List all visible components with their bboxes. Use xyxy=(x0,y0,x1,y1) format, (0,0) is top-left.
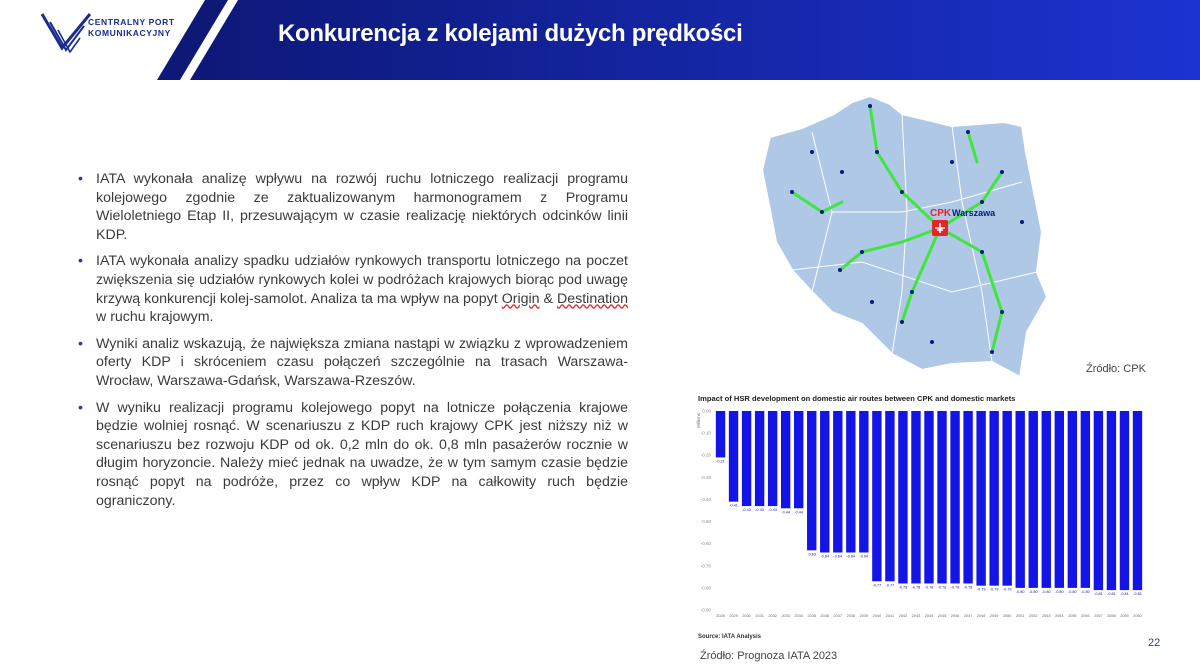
x-tick-label: 2031 xyxy=(755,614,764,618)
map-source-note: Źródło: CPK xyxy=(1086,363,1146,375)
data-label: -0.78 xyxy=(937,585,947,590)
bullet-text-origin: Origin xyxy=(501,290,540,307)
x-tick-label: 2051 xyxy=(1015,614,1025,618)
bar xyxy=(1042,411,1051,588)
data-label: -0.21 xyxy=(716,459,725,464)
x-tick-label: 2047 xyxy=(963,614,973,618)
data-label: -0.81 xyxy=(1107,592,1116,597)
data-label: -0.41 xyxy=(729,503,738,508)
chart-ylabel: Millions xyxy=(696,412,701,428)
bar xyxy=(859,411,868,553)
x-tick-label: 2049 xyxy=(989,614,999,618)
x-tick-label: 2032 xyxy=(768,614,777,618)
data-label: -0.80 xyxy=(1054,589,1064,594)
data-label: -0.78 xyxy=(963,585,973,590)
bar xyxy=(781,411,790,508)
data-label: -0.64 xyxy=(846,554,856,559)
bar xyxy=(794,411,803,508)
x-tick-label: 2042 xyxy=(898,614,908,618)
bar xyxy=(742,411,751,506)
x-tick-label: 2046 xyxy=(950,614,960,618)
bar xyxy=(729,411,738,502)
x-tick-label: 2035 xyxy=(807,614,816,618)
bullet-item: • IATA wykonała analizę wpływu na rozwój ruchu lotniczego realizacji programu kolejowego zgodnie ze zaktualizowanym harmonogramem z Programu Wieloletniego Etap II, przesuwającym w czasie realizację niektórych odcinków linii KDP. xyxy=(78,170,628,244)
y-tick-label: -0.90 xyxy=(700,607,711,613)
x-tick-label: 2054 xyxy=(1055,614,1064,618)
map-cpk-label: CPK xyxy=(930,208,952,219)
bar xyxy=(833,411,842,553)
bar xyxy=(1016,411,1025,588)
x-tick-label: 2055 xyxy=(1068,614,1077,618)
x-tick-label: 2056 xyxy=(1081,614,1090,618)
data-label: -0.80 xyxy=(1041,589,1051,594)
cpk-airport-icon xyxy=(932,220,948,236)
bar xyxy=(924,411,933,583)
bar xyxy=(937,411,946,583)
bar xyxy=(807,411,816,550)
data-label: -0.80 xyxy=(1028,589,1038,594)
bullet-text: & xyxy=(539,290,557,307)
y-tick-label: -0.80 xyxy=(700,585,711,591)
page-number: 22 xyxy=(1148,637,1161,649)
logo-line-2: KOMUNIKACYJNY xyxy=(88,28,171,38)
bar xyxy=(898,411,907,583)
data-label: -0.43 xyxy=(768,508,777,513)
bar xyxy=(1120,411,1129,590)
data-label: -0.79 xyxy=(989,587,999,592)
bar xyxy=(1002,411,1011,586)
x-tick-label: 2058 xyxy=(1107,614,1116,618)
bar xyxy=(872,411,881,581)
y-tick-label: -0.50 xyxy=(700,519,711,525)
data-label: -0.81 xyxy=(1133,592,1142,597)
bullet-item xyxy=(78,252,628,326)
logo-text xyxy=(88,17,175,39)
y-tick-label: -0.40 xyxy=(700,496,711,502)
x-tick-label: 2034 xyxy=(794,614,803,618)
bullet-text: IATA wykonała analizy spadku udziałów rynkowych transportu lotniczego na poczet zwiększenia się udziałów rynkowych kolei w podróżach krajowych biorąc pod uwagę krzywą konkurencji kolej-samolot. Analiza ta ma wpływ na popyt xyxy=(96,253,628,307)
data-label: -0.77 xyxy=(885,583,895,588)
bullet-item: • W wyniku realizacji programu kolejowego popyt na lotnicze połączenia krajowe będzie wolniej rosnąć. W scenariuszu z KDP ruch krajowy CPK jest niższy niż w scenariuszu bez rozwoju KDP od ok. 0,2 mln do ok. 0,8 mln pasażerów rocznie w długim horyzoncie. Należy mieć jednak na uwadze, że w tym samym czasie będzie rosnąć popyt na podróże, przez co wpływ KDP na całkowity ruch będzie ograniczony. xyxy=(78,399,628,511)
page-title: Konkurencja z kolejami dużych prędkości xyxy=(278,20,743,47)
data-label: -0.64 xyxy=(859,554,869,559)
data-label: -0.81 xyxy=(1120,592,1129,597)
bar xyxy=(820,411,829,553)
bar xyxy=(755,411,764,506)
bullet-item: • Wyniki analiz wskazują, że największa zmiana nastąpi w związku z wprowadzeniem oferty KDP i skróceniem czasu połączeń szczególnie na trasach Warszawa-Wrocław, Warszawa-Gdańsk, Warszawa-Rzeszów. xyxy=(78,335,628,391)
y-tick-label: -0.70 xyxy=(700,563,711,569)
x-tick-label: 2043 xyxy=(911,614,921,618)
bullet-text: w ruchu krajowym. xyxy=(96,309,214,326)
bullet-list xyxy=(78,170,628,518)
x-tick-label: 2030 xyxy=(742,614,751,618)
bar xyxy=(989,411,998,586)
poland-rail-map xyxy=(752,92,1052,382)
hsr-impact-bar-chart xyxy=(692,386,1152,656)
bar xyxy=(950,411,959,583)
x-tick-label: 2048 xyxy=(976,614,986,618)
data-label: -0.44 xyxy=(794,510,804,515)
data-label: -0.80 xyxy=(1068,589,1077,594)
chart-title: Impact of HSR development on domestic air routes between CPK and domestic markets xyxy=(698,394,1016,403)
bar xyxy=(1133,411,1142,590)
data-label: -0.43 xyxy=(742,508,751,513)
x-tick-label: 2029 xyxy=(729,614,738,618)
bar xyxy=(1107,411,1116,590)
x-tick-label: 2057 xyxy=(1094,614,1103,618)
chart-source: Źródło: Prognoza IATA 2023 xyxy=(700,650,838,662)
data-label: -0.78 xyxy=(924,585,934,590)
bar xyxy=(768,411,777,506)
y-tick-label: -0.30 xyxy=(700,474,711,480)
bar xyxy=(716,411,725,457)
data-label: -0.78 xyxy=(950,585,960,590)
logo-line-1: CENTRALNY PORT xyxy=(88,17,175,27)
bar xyxy=(1068,411,1077,588)
x-tick-label: 2060 xyxy=(1133,614,1142,618)
x-tick-label: 2037 xyxy=(833,614,843,618)
x-tick-label: 2039 xyxy=(859,614,869,618)
bar xyxy=(976,411,985,586)
x-tick-label: 2040 xyxy=(872,614,882,618)
bar xyxy=(885,411,894,581)
bar xyxy=(1094,411,1103,590)
x-tick-label: 2036 xyxy=(820,614,829,618)
data-label: -0.80 xyxy=(1081,589,1090,594)
data-label: -0.79 xyxy=(976,587,986,592)
y-tick-label: 0.00 xyxy=(702,408,711,414)
x-tick-label: 2041 xyxy=(885,614,895,618)
chart-source-note: Source: IATA Analysis xyxy=(698,634,762,640)
data-label: -0.79 xyxy=(1002,587,1012,592)
x-tick-label: 2050 xyxy=(1002,614,1012,618)
data-label: -0.78 xyxy=(898,585,908,590)
bar xyxy=(846,411,855,553)
data-label: -0.43 xyxy=(755,508,764,513)
bar xyxy=(963,411,972,583)
x-tick-label: 2044 xyxy=(924,614,934,618)
data-label: -0.63 xyxy=(807,552,817,557)
data-label: -0.64 xyxy=(820,554,830,559)
x-tick-label: 2053 xyxy=(1042,614,1051,618)
x-tick-label: 2028 xyxy=(716,614,725,618)
bar xyxy=(1029,411,1038,588)
y-tick-label: -0.20 xyxy=(700,452,711,458)
x-tick-label: 2052 xyxy=(1029,614,1038,618)
x-tick-label: 2059 xyxy=(1120,614,1129,618)
bullet-text-destination: Destination xyxy=(557,290,628,307)
data-label: -0.64 xyxy=(833,554,843,559)
y-tick-label: -0.10 xyxy=(700,430,711,436)
x-tick-label: 2045 xyxy=(937,614,947,618)
map-warszawa-label: Warszawa xyxy=(952,208,996,218)
y-tick-label: -0.60 xyxy=(700,541,711,547)
data-label: -0.80 xyxy=(1015,589,1025,594)
slide-header xyxy=(0,0,1200,80)
poland-outline xyxy=(762,96,1047,377)
bar xyxy=(1055,411,1064,588)
data-label: -0.81 xyxy=(1094,592,1103,597)
bar xyxy=(1081,411,1090,588)
data-label: -0.44 xyxy=(781,510,790,515)
x-tick-label: 2033 xyxy=(781,614,790,618)
x-tick-label: 2038 xyxy=(846,614,856,618)
data-label: -0.77 xyxy=(872,583,882,588)
data-label: -0.78 xyxy=(911,585,921,590)
bar xyxy=(911,411,920,583)
